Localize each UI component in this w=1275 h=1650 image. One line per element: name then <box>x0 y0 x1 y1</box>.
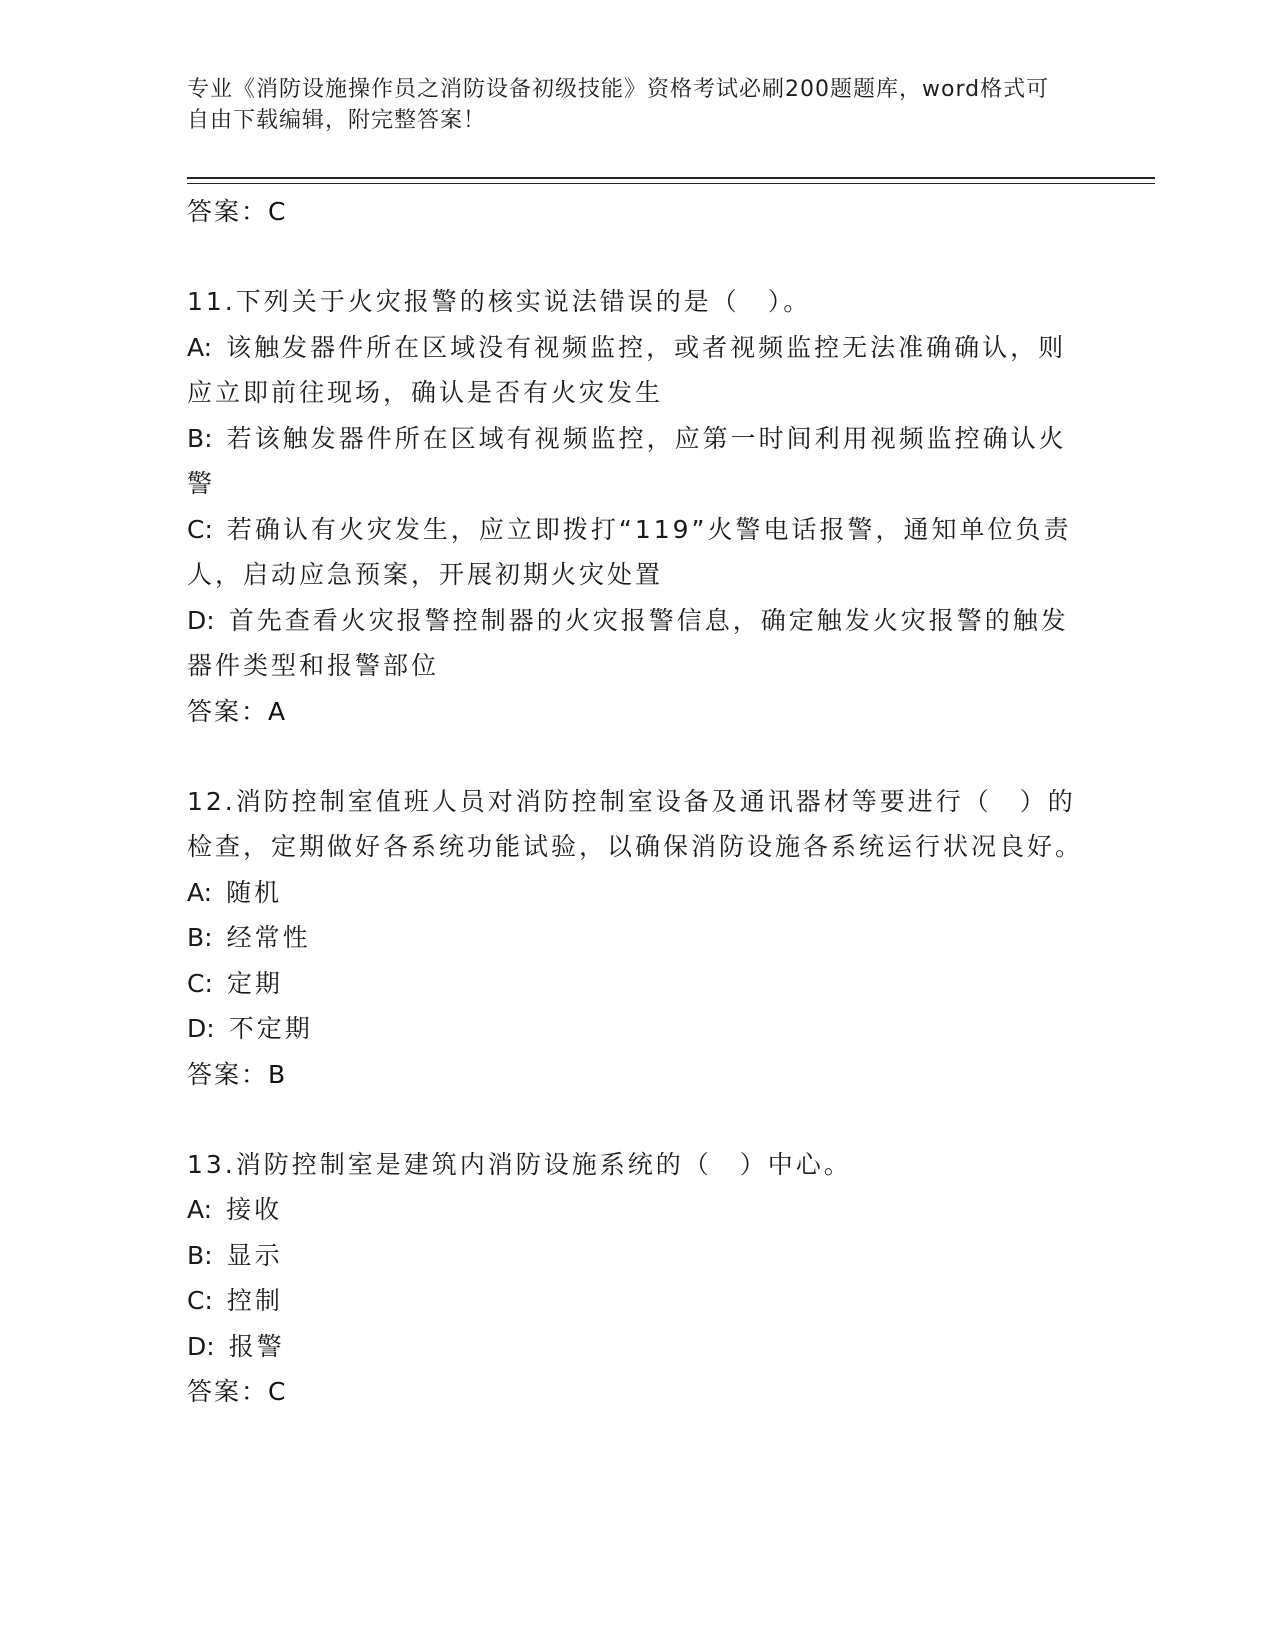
option-line <box>187 1233 1087 1279</box>
option-text: 接收 <box>226 1195 283 1224</box>
option-label: A: <box>187 877 213 907</box>
option-line <box>187 1006 1087 1052</box>
option-label: A: <box>187 332 213 362</box>
option-label: A: <box>187 1195 213 1224</box>
option-label: B: <box>187 1240 213 1270</box>
option-line <box>187 1278 1087 1324</box>
option-label: D: <box>187 1331 215 1361</box>
option-text: 经常性 <box>226 923 311 952</box>
option-label: C: <box>187 1286 213 1315</box>
option-text: 若确认有火灾发生，应立即拨打“119”火警电话报警，通知单位负责人，启动应急预案，开展初期火灾处置 <box>187 514 1072 589</box>
answer-line: 答案：A <box>187 696 288 726</box>
option-text: 定期 <box>226 968 283 998</box>
question-text: 11.下列关于火灾报警的核实说法错误的是（ ）。 <box>187 287 812 316</box>
option-label: B: <box>187 923 213 952</box>
option-line <box>187 961 1087 1007</box>
option-label: B: <box>187 423 213 453</box>
option-text: 报警 <box>228 1331 285 1361</box>
answer-line: 答案：C <box>187 1377 288 1406</box>
answer-line: 答案：B <box>187 1059 288 1089</box>
option-line <box>187 1324 1087 1370</box>
option-line <box>187 598 1087 689</box>
option-text: 若该触发器件所在区域有视频监控，应第一时间利用视频监控确认火警 <box>187 423 1067 498</box>
header-divider-thick <box>187 177 1155 179</box>
option-line <box>187 325 1087 416</box>
question-block <box>187 279 1087 735</box>
option-text: 首先查看火灾报警控制器的火灾报警信息，确定触发火灾报警的触发器件类型和报警部位 <box>187 605 1069 680</box>
header-divider-thin <box>187 183 1155 184</box>
document-header: 专业《消防设施操作员之消防设备初级技能》资格考试必刷200题题库，word格式可自由下载编辑，附完整答案！ <box>187 77 1050 133</box>
option-text: 显示 <box>226 1240 283 1270</box>
document-body <box>187 189 1087 1415</box>
option-line <box>187 915 1087 961</box>
option-label: D: <box>187 605 215 635</box>
question-block <box>187 779 1087 1098</box>
option-line <box>187 507 1087 598</box>
option-line <box>187 870 1087 916</box>
answer-line: 答案：C <box>187 197 288 226</box>
option-text: 不定期 <box>228 1014 313 1043</box>
question-text: 12.消防控制室值班人员对消防控制室设备及通讯器材等要进行（ ）的检查，定期做好各系统功能试验，以确保消防设施各系统运行状况良好。 <box>187 786 1084 861</box>
option-line <box>187 416 1087 507</box>
option-text: 控制 <box>226 1286 283 1315</box>
question-block <box>187 1142 1087 1416</box>
option-label: C: <box>187 514 213 544</box>
option-text: 该触发器件所在区域没有视频监控，或者视频监控无法准确确认，则应立即前往现场，确认是否有火灾发生 <box>187 332 1067 407</box>
option-text: 随机 <box>226 877 283 907</box>
question-text: 13.消防控制室是建筑内消防设施系统的（ ）中心。 <box>187 1149 852 1179</box>
option-label: C: <box>187 968 213 998</box>
option-label: D: <box>187 1014 215 1043</box>
option-line <box>187 1187 1087 1233</box>
